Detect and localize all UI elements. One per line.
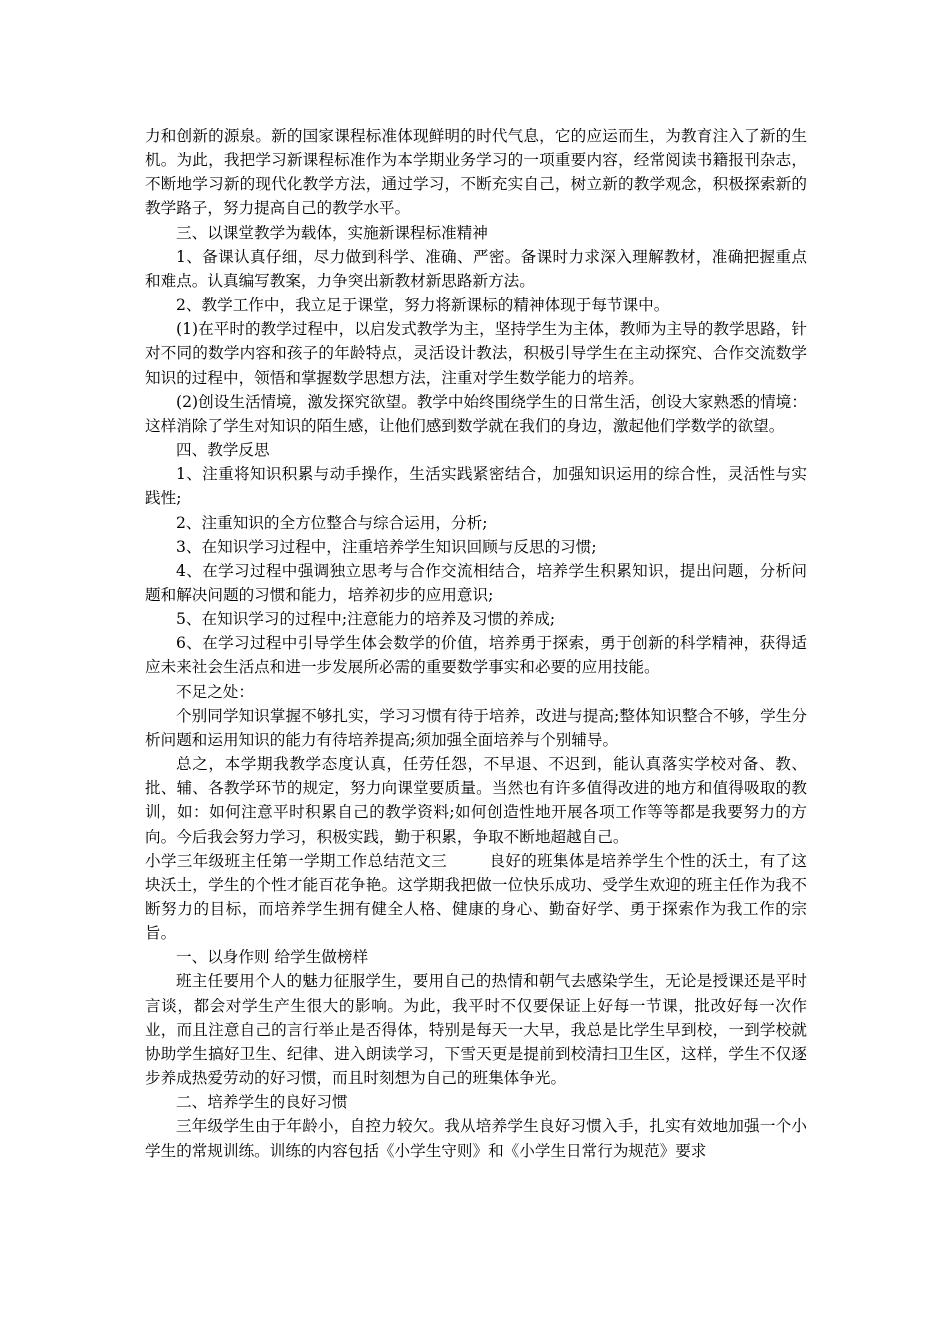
- document-page: [145, 124, 807, 1163]
- paragraph: 5、在知识学习的过程中;注意能力的培养及习惯的养成;: [176, 610, 556, 629]
- section-heading: 一、以身作则 给学生做榜样: [176, 948, 369, 967]
- paragraph: (1)在平时的教学过程中，以启发式教学为主，坚持学生为主体，教师为主导的教学思路，针对不同的数学内容和孩子的年龄特点，灵活设计教法，积极引导学生在主动探究、合作交流数学知识的过程中，领悟和掌握数学思想方法，注重对学生数学能力的培养。: [145, 320, 807, 387]
- paragraph: 班主任要用个人的魅力征服学生，要用自己的热情和朝气去感染学生，无论是授课还是平时言谈，都会对学生产生很大的影响。为此，我平时不仅要保证上好每一节课，批改好每一次作业，而且注意自己的言行举止是否得体，特别是每天一大早，我总是比学生早到校，一到学校就协助学生搞好卫生、纪律、进入朗读学习，下雪天更是提前到校清扫卫生区，这样，学生不仅逐步养成热爱劳动的好习惯，而且时刻想为自己的班集体争光。: [145, 972, 807, 1088]
- subheading: 不足之处：: [176, 682, 254, 701]
- section-heading: 三、以课堂教学为载体，实施新课程标准精神: [176, 223, 488, 242]
- paragraph: 3、在知识学习过程中，注重培养学生知识回顾与反思的习惯;: [176, 537, 597, 556]
- paragraph: (2)创设生活情境，激发探究欲望。教学中始终围绕学生的日常生活，创设大家熟悉的情境：这样消除了学生对知识的陌生感，让他们感到数学就在我们的身边，激起他们学数学的欲望。: [145, 392, 807, 435]
- paragraph: 1、注重将知识积累与动手操作，生活实践紧密结合，加强知识运用的综合性，灵活性与实践性;: [145, 465, 807, 508]
- paragraph: 4、在学习过程中强调独立思考与合作交流相结合，培养学生积累知识，提出问题，分析问题和解决问题的习惯和能力，培养初步的应用意识;: [145, 561, 807, 604]
- document-title: 小学三年级班主任第一学期工作总结范文三: [145, 851, 448, 870]
- title-paragraph-text: 良好的班集体是培养学生个性的沃土，有了这块沃土，学生的个性才能百花争艳。这学期我把做一位快乐成功、受学生欢迎的班主任作为我不断努力的目标，而培养学生拥有健全人格、健康的身心、勤奋好学、勇于探索作为我工作的宗旨。: [145, 851, 807, 943]
- paragraph: 总之，本学期我教学态度认真，任劳任怨，不早退、不迟到，能认真落实学校对备、教、批、辅、各教学环节的规定，努力向课堂要质量。当然也有许多值得改进的地方和值得吸取的教训，如：如何注意平时积累自己的教学资料;如何创造性地开展各项工作等等都是我要努力的方向。今后我会努力学习，积极实践，勤于积累，争取不断地超越自己。: [145, 755, 807, 846]
- paragraph: 2、注重知识的全方位整合与综合运用，分析;: [176, 513, 488, 532]
- paragraph: 1、备课认真仔细，尽力做到科学、准确、严密。备课时力求深入理解教材，准确把握重点和难点。认真编写教案，力争突出新教材新思路新方法。: [145, 247, 807, 290]
- paragraph: 2、教学工作中，我立足于课堂，努力将新课标的精神体现于每节课中。: [176, 296, 670, 315]
- paragraph: 6、在学习过程中引导学生体会数学的价值，培养勇于探索，勇于创新的科学精神，获得适应未来社会生活点和进一步发展所必需的重要数学事实和必要的应用技能。: [145, 634, 807, 677]
- paragraph: 三年级学生由于年龄小，自控力较欠。我从培养学生良好习惯入手，扎实有效地加强一个小学生的常规训练。训练的内容包括《小学生守则》和《小学生日常行为规范》要求: [145, 1117, 807, 1160]
- title-paragraph: [145, 849, 807, 946]
- section-heading: 四、教学反思: [176, 441, 270, 460]
- paragraph: 力和创新的源泉。新的国家课程标准体现鲜明的时代气息，它的应运而生，为教育注入了新的生机。为此，我把学习新课程标准作为本学期业务学习的一项重要内容，经常阅读书籍报刊杂志，不断地学习新的现代化教学方法，通过学习，不断充实自己，树立新的教学观念，积极探索新的教学路子，努力提高自己的教学水平。: [145, 127, 807, 218]
- paragraph: 个别同学知识掌握不够扎实，学习习惯有待于培养，改进与提高;整体知识整合不够，学生分析问题和运用知识的能力有待培养提高;须加强全面培养与个别辅导。: [145, 706, 807, 749]
- section-heading: 二、培养学生的良好习惯: [176, 1093, 348, 1112]
